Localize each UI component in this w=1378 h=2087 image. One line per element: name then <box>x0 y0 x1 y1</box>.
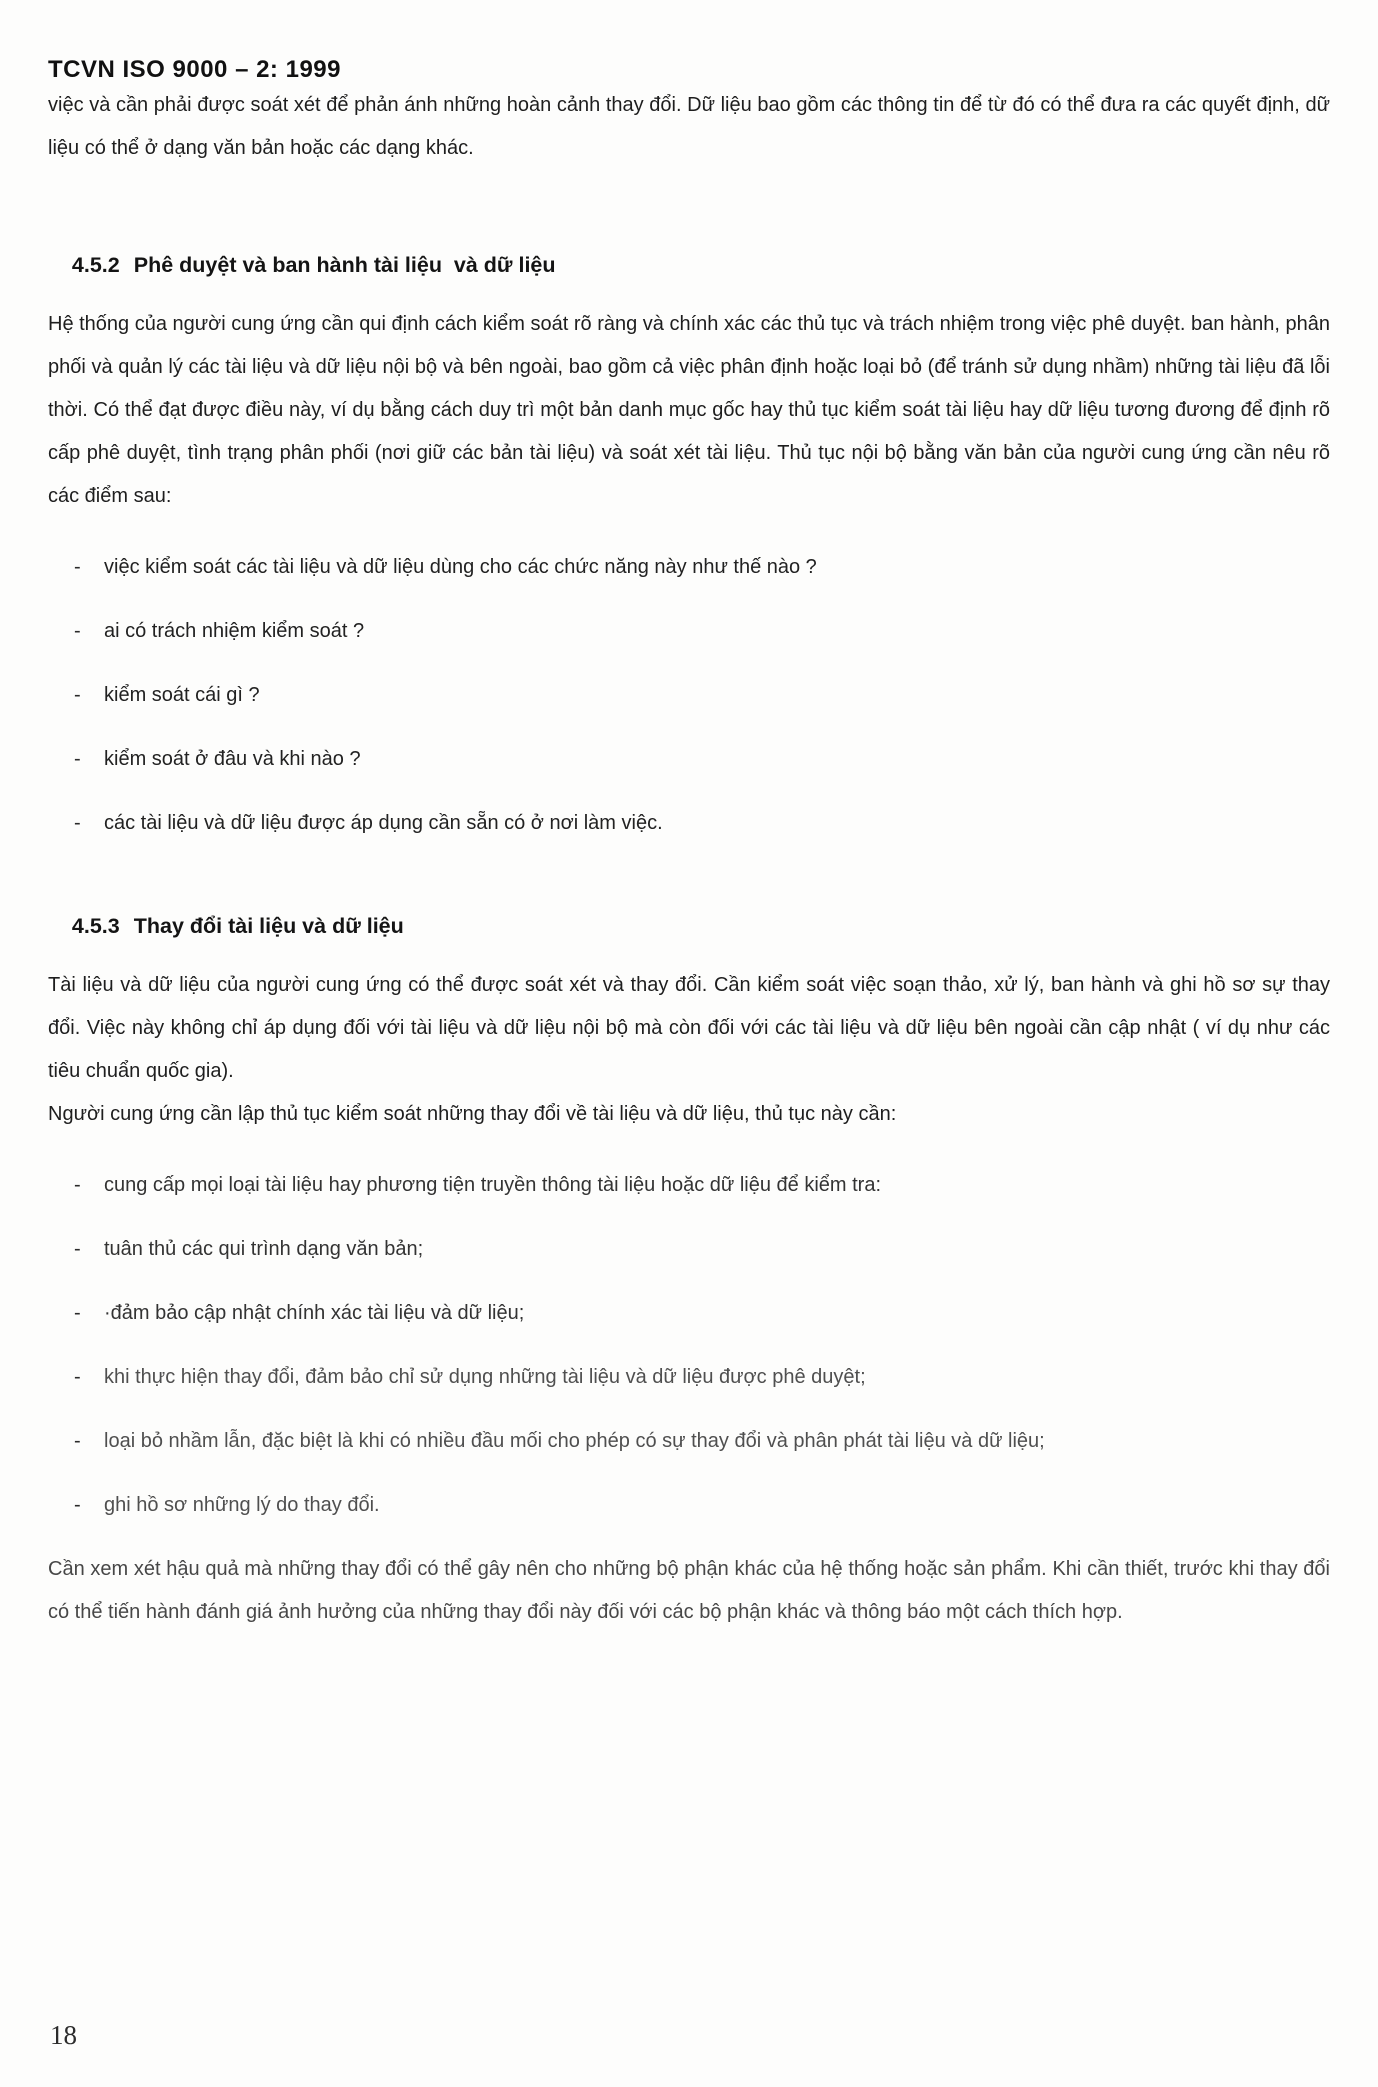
section-heading-452 <box>48 228 1330 303</box>
bullet-dash: - <box>74 684 81 706</box>
bullet-text: kiểm soát cái gì ? <box>104 684 260 706</box>
bullet-dash: - <box>74 812 81 834</box>
page-number: 18 <box>50 2020 77 2050</box>
closing-paragraph: Cần xem xét hậu quả mà những thay đổi có thể gây nên cho những bộ phận khác của hệ thống hoặc sản phẩm. Khi cần thiết, trước khi thay đổi có thể tiến hành đánh giá ảnh hưởng của những thay đổi này đối với các bộ phận khác và thông báo một cách thích hợp. <box>48 1558 1330 1623</box>
section-number: 4.5.2 <box>71 253 120 277</box>
bullet-text: các tài liệu và dữ liệu được áp dụng cần sẵn có ở nơi làm việc. <box>104 812 663 834</box>
bullet-dash: - <box>74 748 81 770</box>
section-453-procedure-intro: Người cung ứng cần lập thủ tục kiểm soát những thay đổi về tài liệu và dữ liệu, thủ tục này cần: <box>48 1103 897 1125</box>
bullet-item <box>74 610 1330 653</box>
bullet-item <box>74 1484 1330 1527</box>
section-title: Phê duyệt và ban hành tài liệu và dữ liệu <box>133 253 556 277</box>
section-453-bullet-list <box>48 1164 1330 1527</box>
section-title: Thay đổi tài liệu và dữ liệu <box>133 914 404 938</box>
section-453-body: Tài liệu và dữ liệu của người cung ứng có thể được soát xét và thay đổi. Cần kiểm soát việc soạn thảo, xử lý, ban hành và ghi hồ sơ sự thay đổi. Việc này không chỉ áp dụng đối với tài liệu và dữ liệu nội bộ mà còn đối với các tài liệu và dữ liệu bên ngoài cần cập nhật ( ví dụ như các tiêu chuẩn quốc gia). <box>48 974 1330 1082</box>
intro-paragraph: việc và cần phải được soát xét để phản ánh những hoàn cảnh thay đổi. Dữ liệu bao gồm các thông tin để từ đó có thể đưa ra các quyết định, dữ liệu có thể ở dạng văn bản hoặc các dạng khác. <box>48 94 1330 159</box>
section-number: 4.5.3 <box>71 914 120 938</box>
bullet-item <box>74 674 1330 717</box>
bullet-item <box>74 802 1330 845</box>
bullet-item <box>74 1356 1330 1399</box>
bullet-item <box>74 1228 1330 1271</box>
bullet-text: kiểm soát ở đâu và khi nào ? <box>104 748 361 770</box>
bullet-item <box>74 1164 1330 1207</box>
bullet-dash: - <box>74 1238 81 1260</box>
bullet-item <box>74 1420 1330 1463</box>
bullet-dash: - <box>74 1302 81 1324</box>
bullet-text: việc kiểm soát các tài liệu và dữ liệu dùng cho các chức năng này như thế nào ? <box>104 556 817 578</box>
bullet-text: loại bỏ nhầm lẫn, đặc biệt là khi có nhiều đầu mối cho phép có sự thay đổi và phân phát tài liệu và dữ liệu; <box>104 1430 1045 1452</box>
section-heading-453 <box>48 889 1330 964</box>
section-452-body: Hệ thống của người cung ứng cần qui định cách kiểm soát rõ ràng và chính xác các thủ tục và trách nhiệm trong việc phê duyệt. ban hành, phân phối và quản lý các tài liệu và dữ liệu nội bộ và bên ngoài, bao gồm cả việc phân định hoặc loại bỏ (để tránh sử dụng nhầm) những tài liệu đã lỗi thời. Có thể đạt được điều này, ví dụ bằng cách duy trì một bản danh mục gốc hay thủ tục kiểm soát tài liệu hay dữ liệu tương đương để định rõ cấp phê duyệt, tình trạng phân phối (nơi giữ các bản tài liệu) và soát xét tài liệu. Thủ tục nội bộ bằng văn bản của người cung ứng cần nêu rõ các điểm sau: <box>48 313 1330 507</box>
bullet-text: khi thực hiện thay đổi, đảm bảo chỉ sử dụng những tài liệu và dữ liệu được phê duyệt; <box>104 1366 866 1388</box>
bullet-dash: - <box>74 1174 81 1196</box>
section-452-bullet-list <box>48 546 1330 845</box>
bullet-dash: - <box>74 1494 81 1516</box>
bullet-item <box>74 546 1330 589</box>
bullet-text: ai có trách nhiệm kiểm soát ? <box>104 620 365 642</box>
bullet-dash: - <box>74 1430 81 1452</box>
bullet-text: ghi hồ sơ những lý do thay đổi. <box>104 1494 380 1516</box>
bullet-dash: - <box>74 1366 81 1388</box>
bullet-text: tuân thủ các qui trình dạng văn bản; <box>104 1238 424 1260</box>
bullet-text: cung cấp mọi loại tài liệu hay phương tiện truyền thông tài liệu hoặc dữ liệu để kiểm tra: <box>104 1174 882 1196</box>
bullet-dash: - <box>74 556 81 578</box>
bullet-text: ·đảm bảo cập nhật chính xác tài liệu và dữ liệu; <box>104 1302 525 1324</box>
document-header-title: TCVN ISO 9000 – 2: 1999 <box>48 56 341 83</box>
bullet-item <box>74 1292 1330 1335</box>
bullet-item <box>74 738 1330 781</box>
bullet-dash: - <box>74 620 81 642</box>
